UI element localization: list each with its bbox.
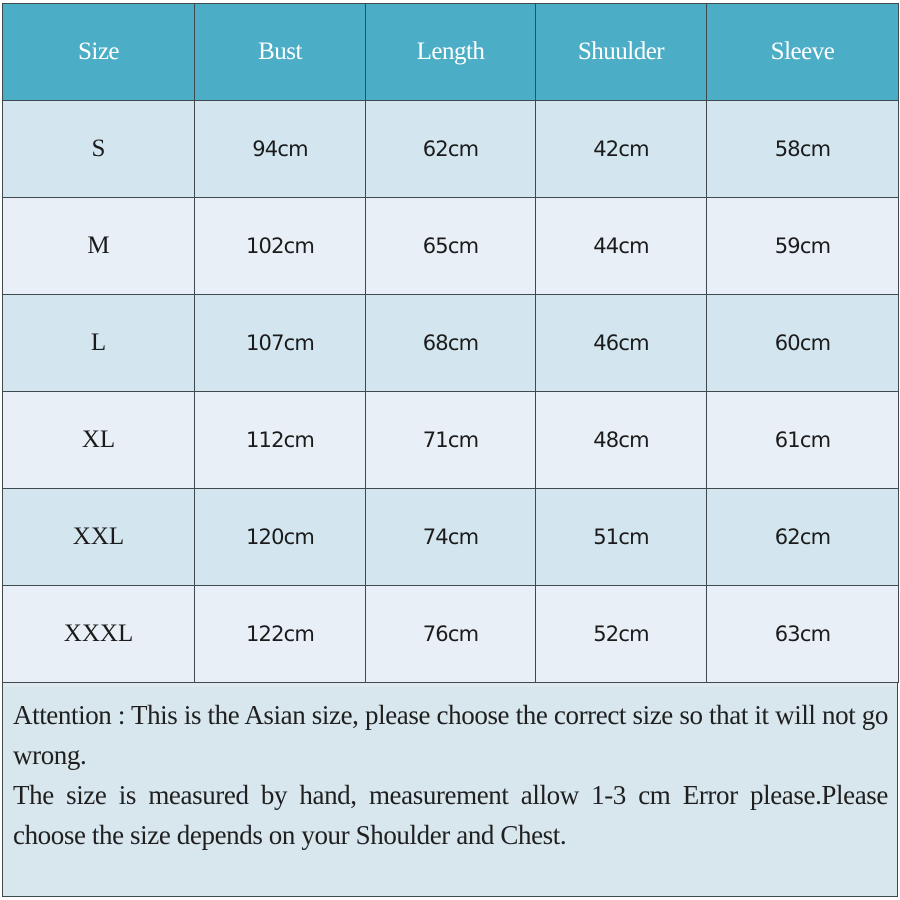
length-cell: 68cm	[366, 295, 536, 392]
table-row	[3, 392, 899, 489]
shoulder-cell: 48cm	[536, 392, 707, 489]
length-cell: 65cm	[366, 198, 536, 295]
size-cell: S	[3, 101, 195, 198]
header-row	[3, 4, 899, 101]
measurement-text: The size is measured by hand, measurement allow 1-3 cm Error please.Please choose the size depends on your Shoulder and Chest.	[13, 780, 888, 850]
shoulder-cell: 52cm	[536, 586, 707, 683]
size-cell: XL	[3, 392, 195, 489]
table-row	[3, 295, 899, 392]
table-row	[3, 101, 899, 198]
size-cell: M	[3, 198, 195, 295]
sleeve-cell: 62cm	[707, 489, 899, 586]
sleeve-cell: 59cm	[707, 198, 899, 295]
table-row	[3, 489, 899, 586]
table-body	[3, 101, 899, 683]
length-cell: 71cm	[366, 392, 536, 489]
size-cell: XXL	[3, 489, 195, 586]
header-sleeve: Sleeve	[707, 4, 899, 101]
sleeve-cell: 58cm	[707, 101, 899, 198]
length-cell: 62cm	[366, 101, 536, 198]
bust-cell: 112cm	[195, 392, 366, 489]
table-row	[3, 198, 899, 295]
bust-cell: 120cm	[195, 489, 366, 586]
length-cell: 76cm	[366, 586, 536, 683]
shoulder-cell: 46cm	[536, 295, 707, 392]
header-size: Size	[3, 4, 195, 101]
size-cell: L	[3, 295, 195, 392]
length-cell: 74cm	[366, 489, 536, 586]
bust-cell: 94cm	[195, 101, 366, 198]
shoulder-cell: 44cm	[536, 198, 707, 295]
size-table	[2, 3, 899, 683]
shoulder-cell: 42cm	[536, 101, 707, 198]
bust-cell: 122cm	[195, 586, 366, 683]
sleeve-cell: 61cm	[707, 392, 899, 489]
table-row	[3, 586, 899, 683]
shoulder-cell: 51cm	[536, 489, 707, 586]
header-bust: Bust	[195, 4, 366, 101]
bust-cell: 102cm	[195, 198, 366, 295]
size-note	[3, 687, 897, 896]
sleeve-cell: 63cm	[707, 586, 899, 683]
sleeve-cell: 60cm	[707, 295, 899, 392]
bust-cell: 107cm	[195, 295, 366, 392]
table-header	[3, 4, 899, 101]
attention-text: Attention : This is the Asian size, please choose the correct size so that it will not go wrong.	[13, 700, 888, 770]
size-cell: XXXL	[3, 586, 195, 683]
size-chart	[2, 3, 898, 897]
header-length: Length	[366, 4, 536, 101]
header-shoulder: Shuulder	[536, 4, 707, 101]
